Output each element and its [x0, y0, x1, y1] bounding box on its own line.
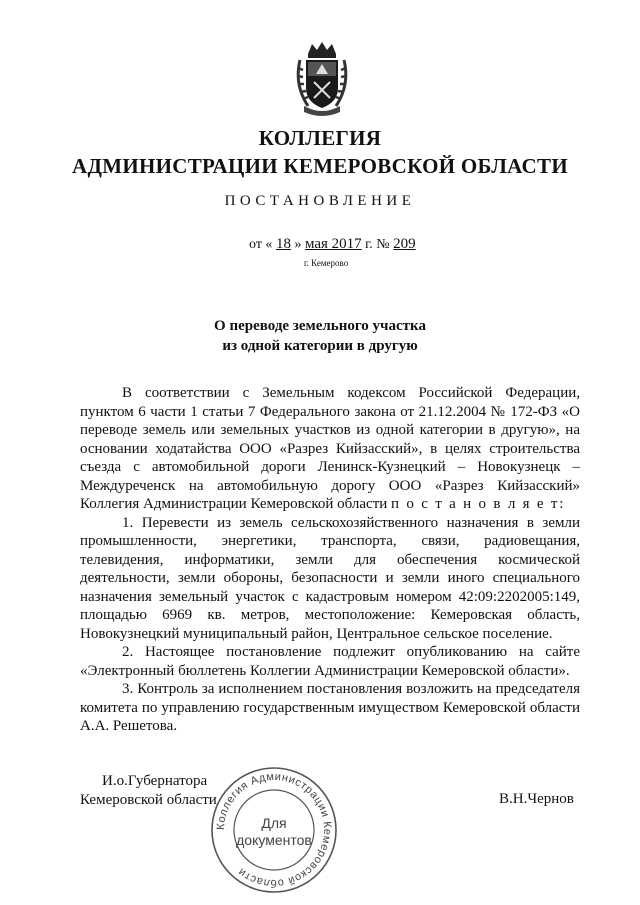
position-line2: Кемеровской области: [80, 792, 217, 808]
date-month-year: мая 2017: [304, 236, 362, 252]
intro-paragraph: [80, 384, 580, 514]
official-stamp: [209, 765, 339, 895]
title-line1: О переводе земельного участка: [214, 318, 426, 334]
signatory-position: [80, 772, 217, 810]
stamp-center-line1: Для: [261, 815, 287, 831]
stamp-ring-text: Коллегия Администрации Кемеровской области: [214, 770, 334, 890]
title-line2: из одной категории в другую: [222, 338, 418, 354]
coat-of-arms-icon: [294, 40, 350, 118]
stamp-center-line2: документов: [236, 832, 312, 848]
item-3: 3. Контроль за исполнением постановления возложить на председателя комитета по управлению государственным имуществом Кемеровской области А.А. Решетова.: [80, 681, 580, 734]
org-name-line1: КОЛЛЕГИЯ: [258, 126, 382, 150]
year-suffix: г. №: [365, 237, 390, 252]
org-name-line2: АДМИНИСТРАЦИИ КЕМЕРОВСКОЙ ОБЛАСТИ: [72, 154, 568, 178]
document-body: [80, 384, 580, 736]
document-title: [0, 316, 640, 356]
date-mid: »: [294, 237, 302, 252]
position-line1: И.о.Губернатора: [102, 773, 208, 789]
resolves-text: п о с т а н о в л я е т:: [391, 496, 566, 512]
document-number: 209: [393, 236, 416, 252]
document-type: ПОСТАНОВЛЕНИЕ: [224, 193, 416, 209]
date-number-line: [249, 236, 416, 253]
item-2: 2. Настоящее постановление подлежит опубликованию на сайте «Электронный бюллетень Коллегии Администрации Кемеровской области».: [80, 644, 580, 679]
signatory-name: В.Н.Чернов: [499, 791, 574, 807]
date-prefix: от «: [249, 237, 273, 252]
date-day: 18: [275, 236, 291, 252]
intro-text: В соответствии с Земельным кодексом Российской Федерации, пунктом 6 части 1 статьи 7 Федерального закона от 21.12.2004 № 172-ФЗ «О переводе земель или земельных участков из одной категории в другую», на основании ходатайства ООО «Разрез Кийзасский», в целях строительства съезда с автомобильной дороги Ленинск-Кузнецкий – Новокузнецк – Междуреченск на автомобильную дорогу ООО «Разрез Кийзасский» Коллегия Администрации Кемеровской области: [80, 385, 580, 512]
city: г. Кемерово: [304, 258, 349, 268]
item-1: 1. Перевести из земель сельскохозяйственного назначения в земли промышленности, энергетики, транспорта, связи, радиовещания, телевидения, информатики, земли для обеспечения космической деятельности, земли обороны, безопасности и земли иного специального назначения земельный участок с кадастровым номером 42:09:2202005:149, площадью 6969 кв. метров, местоположение: Кемеровская область, Новокузнецкий муниципальный район, Центральное сельское поселение.: [80, 514, 580, 642]
